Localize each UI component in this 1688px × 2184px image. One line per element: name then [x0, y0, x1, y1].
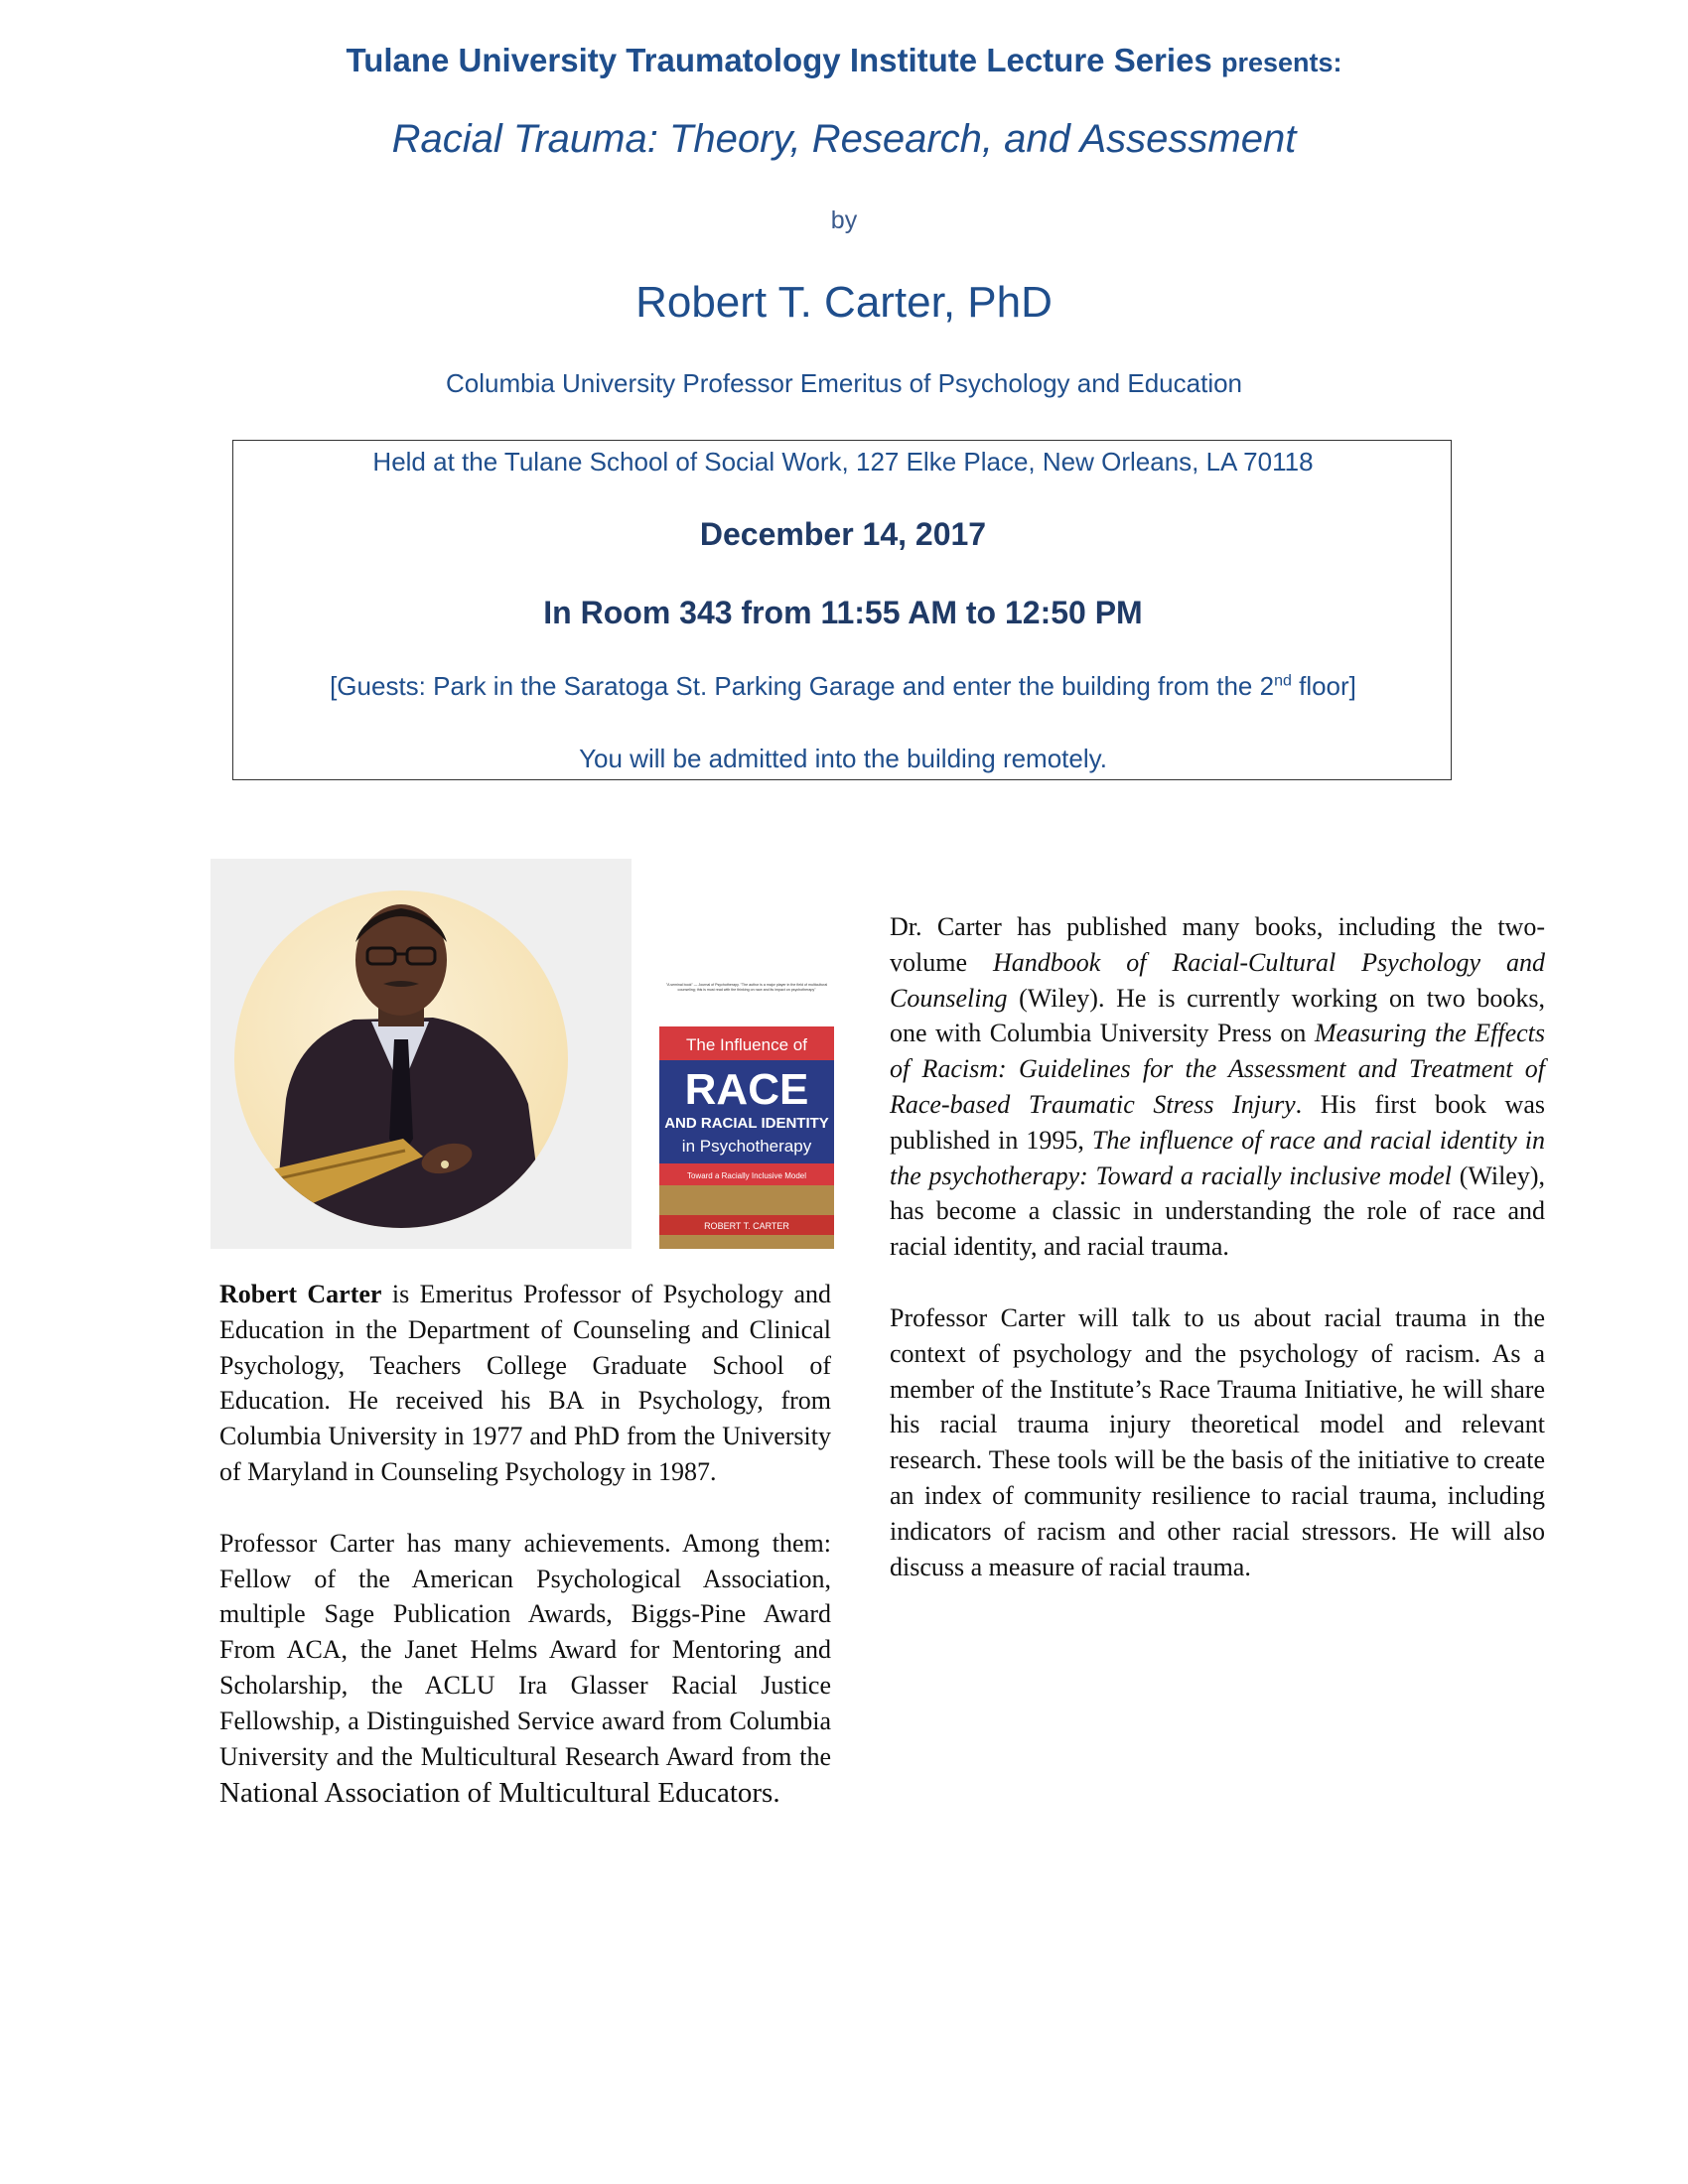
- book-title-race: RACE: [684, 1065, 809, 1114]
- bio-text: is Emeritus Professor of Psychology and Education in the Department of Counseling and Clinical Psychology, Teachers College Graduate School of Education. He received his BA in Psychology, from Columbia University in 1977 and PhD from the University of Maryland in Counseling Psychology in 1987.: [219, 1280, 832, 1486]
- book-title-line3: AND RACIAL IDENTITY: [664, 1115, 829, 1132]
- books-text-2: (Wiley). He is currently working on two books, one with Columbia University Press on: [890, 983, 1545, 1048]
- speaker-name: Robert T. Carter, PhD: [635, 278, 1053, 327]
- talk-description-paragraph: Professor Carter will talk to us about racial trauma in the context of psychology and the psychology of racism. As a member of the Institute’s Race Trauma Initiative, he will share his racial trauma injury theoretical model and relevant research. These tools will be the basis of the initiative to create an index of community resilience to racial trauma, including indicators of racism and other racial stressors. He will also discuss a measure of racial trauma.: [890, 1302, 1545, 1581]
- presents-label: presents:: [1220, 48, 1342, 77]
- book-subtitle: Toward a Racially Inclusive Model: [686, 1171, 807, 1180]
- book-title-measuring: Measuring the Effects of Racism: Guidelines for the Assessment and Treatment of Race-based Traumatic Stress Injury: [890, 1019, 1545, 1119]
- books-text-3: . His first book was published in 1995,: [890, 1089, 1545, 1155]
- speaker-affiliation: Columbia University Professor Emeritus of Psychology and Education: [445, 368, 1243, 398]
- by-line: by: [830, 206, 858, 234]
- bio-right-column: [890, 909, 1545, 1584]
- bio-paragraph: [219, 1277, 831, 1490]
- parking-instructions: [233, 671, 1453, 702]
- book-cover-art: [659, 981, 834, 1249]
- books-text-4: (Wiley), has become a classic in understanding the role of race and racial identity, and racial trauma.: [890, 1160, 1545, 1262]
- event-room-time: In Room 343 from 11:55 AM to 12:50 PM: [543, 595, 1143, 630]
- book-blurb: "A seminal book" — Journal of Psychotherapy. "The author is a major player in the field of multicultural counseling; this is must read with the thinking on race and its impact on psychotherapy": [665, 983, 828, 992]
- venue-text: Held at the Tulane School of Social Work, 127 Elke Place, New Orleans, LA 70118: [372, 447, 1314, 477]
- series-name: Tulane University Traumatology Institute Lecture Series: [346, 42, 1212, 78]
- event-details-box: [232, 440, 1452, 780]
- speaker-portrait: [234, 890, 568, 1228]
- book-title-handbook: Handbook of Racial-Cultural Psychology and Counseling: [890, 947, 1545, 1013]
- book-title-line1: The Influence of: [686, 1035, 807, 1054]
- parking-text: [Guests: Park in the Saratoga St. Parking Garage and enter the building from the 2: [330, 671, 1275, 701]
- achievements-text: Professor Carter has many achievements. Among them: Fellow of the American Psychological Association, multiple Sage Publication Awards, Biggs-Pine Award From ACA, the Janet Helms Award for Mentoring and Scholarship, the ACLU Ira Glasser Racial Justice Fellowship, a Distinguished Service award from Columbia University and the Multicultural Research Award from the: [219, 1528, 831, 1771]
- event-date: December 14, 2017: [699, 516, 987, 552]
- admission-note: You will be admitted into the building remotely.: [579, 744, 1107, 773]
- book-cover: [659, 981, 834, 1249]
- speaker-photo: [211, 859, 632, 1249]
- book-title-influence: The influence of race and racial identity in the psychotherapy: Toward a racially inclusive model: [890, 1125, 1545, 1190]
- talk-title: Racial Trauma: Theory, Research, and Assessment: [391, 117, 1297, 161]
- parking-text-end: floor]: [1291, 671, 1356, 701]
- bio-left-column: [219, 1277, 831, 1812]
- parking-superscript: nd: [1274, 672, 1292, 690]
- achievements-text-end: National Association of Multicultural Educators.: [219, 1777, 780, 1810]
- achievements-paragraph: [219, 1526, 831, 1813]
- book-author: ROBERT T. CARTER: [704, 1221, 789, 1231]
- books-text: Dr. Carter has published many books, including the two-volume: [890, 912, 1545, 977]
- book-title-line4: in Psychotherapy: [681, 1137, 812, 1156]
- books-paragraph: [890, 909, 1545, 1265]
- speaker-illustration: [234, 890, 568, 1228]
- bio-speaker-name: Robert Carter: [219, 1280, 382, 1308]
- series-title: [0, 42, 1688, 79]
